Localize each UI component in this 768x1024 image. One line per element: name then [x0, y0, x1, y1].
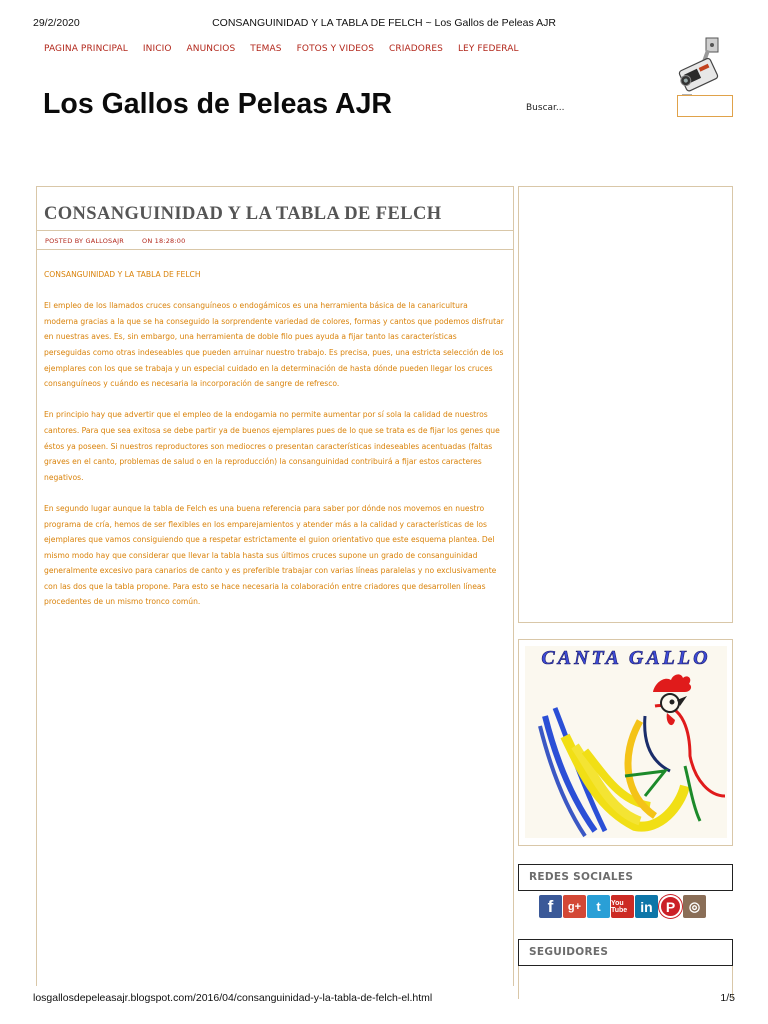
post-paragraph: CONSANGUINIDAD Y LA TABLA DE FELCH [44, 270, 201, 279]
post-author[interactable]: POSTED BY GALLOSAJR [45, 237, 124, 245]
print-page-number: 1/5 [720, 992, 735, 1004]
site-title[interactable]: Los Gallos de Peleas AJR [43, 88, 392, 120]
post-panel [36, 186, 514, 986]
post-paragraph: En principio hay que advertir que el empleo de la endogamia no permite aumentar por sí sola la calidad de nuestros cantores. Para que sea exitosa se debe partir ya de buenos ejemplares pues de lo que se trata es de fijar los genes que éstos ya poseen. Si nuestros reproductores son mediocres o presentan características indeseables acentuadas (faltas graves en el canto, problemas de salud o en la reproducción) la consanguinidad contribuirá a fijar estos caracteres negativos. [44, 410, 500, 482]
divider [37, 249, 513, 250]
widget-title: REDES SOCIALES [529, 871, 634, 883]
nav-item-ley-federal[interactable]: LEY FEDERAL [457, 44, 519, 54]
pinterest-icon[interactable]: P [659, 895, 682, 918]
post-meta [45, 237, 185, 245]
print-header [0, 17, 768, 31]
redes-sociales-widget [518, 864, 733, 926]
nav-item-inicio[interactable]: INICIO [142, 44, 172, 54]
social-icons-row [539, 895, 706, 918]
post-time[interactable]: ON 18:28:00 [142, 237, 186, 245]
twitter-icon[interactable]: t [587, 895, 610, 918]
print-date: 29/2/2020 [33, 17, 80, 29]
print-url: losgallosdepeleasajr.blogspot.com/2016/04/consanguinidad-y-la-tabla-de-felch-el.html [33, 992, 433, 1004]
nav-item-fotos-y-videos[interactable]: FOTOS Y VIDEOS [296, 44, 375, 54]
widget-header [518, 939, 733, 966]
post-paragraph: El empleo de los llamados cruces consanguíneos o endogámicos es una herramienta básica de la canaricultura moderna gracias a la que se ha conseguido la sorprendente variedad de colores, formas y cantos que podemos disfrutar en nuestras aves. Es, sin embargo, una herramienta de doble filo pues ayuda a fijar tanto las características perseguidas como otras indeseables que pueden arruinar nuestro trabajo. Es precisa, pues, una estricta selección de los ejemplares con los que se trabaja y un especial cuidado en la determinación de hasta dónde pueden llegar los cruces consanguíneos y cuándo es necesaria la incorporación de sangre de refresco. [44, 301, 504, 389]
print-footer [0, 992, 768, 1006]
linkedin-icon[interactable]: in [635, 895, 658, 918]
instagram-icon[interactable]: ◎ [683, 895, 706, 918]
nav-item-temas[interactable]: TEMAS [250, 44, 282, 54]
sidebar-empty-widget [518, 186, 733, 623]
post-body [44, 267, 504, 626]
post-title[interactable]: CONSANGUINIDAD Y LA TABLA DE FELCH [44, 204, 442, 224]
seguidores-widget [518, 939, 733, 999]
top-navigation [44, 44, 534, 54]
post-title-bar [37, 187, 513, 231]
widget-title: SEGUIDORES [529, 946, 609, 958]
rooster-image[interactable] [525, 646, 727, 838]
youtube-icon[interactable]: You Tube [611, 895, 634, 918]
facebook-icon[interactable]: f [539, 895, 562, 918]
print-doc-title: CONSANGUINIDAD Y LA TABLA DE FELCH ~ Los Gallos de Peleas AJR [212, 17, 556, 29]
search-input[interactable] [677, 95, 733, 117]
nav-item-pagina-principal[interactable]: PAGINA PRINCIPAL [44, 44, 128, 54]
google-plus-icon[interactable]: g+ [563, 895, 586, 918]
nav-item-criadores[interactable]: CRIADORES [389, 44, 443, 54]
nav-item-anuncios[interactable]: ANUNCIOS [186, 44, 236, 54]
post-paragraph: En segundo lugar aunque la tabla de Felch es una buena referencia para saber por dónde nos movemos en nuestro programa de cría, hemos de ser flexibles en los emparejamientos y atender más a la calidad y características de los ejemplares que vamos consiguiendo que a respetar estrictamente el guion orientativo que este esquema plantea. Del mismo modo hay que considerar que llevar la tabla hasta sus últimos cruces supone un grado de consanguinidad generalmente excesivo para canarios de canto y es preferible trabajar con varias líneas paralelas y no exclusivamente con las dos que la tabla propone. Para esto se hace necesaria la colaboración entre criadores que desarrollen líneas procedentes de un mismo tronco común. [44, 503, 497, 607]
search-label: Buscar... [526, 103, 565, 113]
canta-gallo-widget [518, 639, 733, 846]
canta-gallo-text: CANTA GALLO [541, 647, 711, 669]
widget-header [518, 864, 733, 891]
